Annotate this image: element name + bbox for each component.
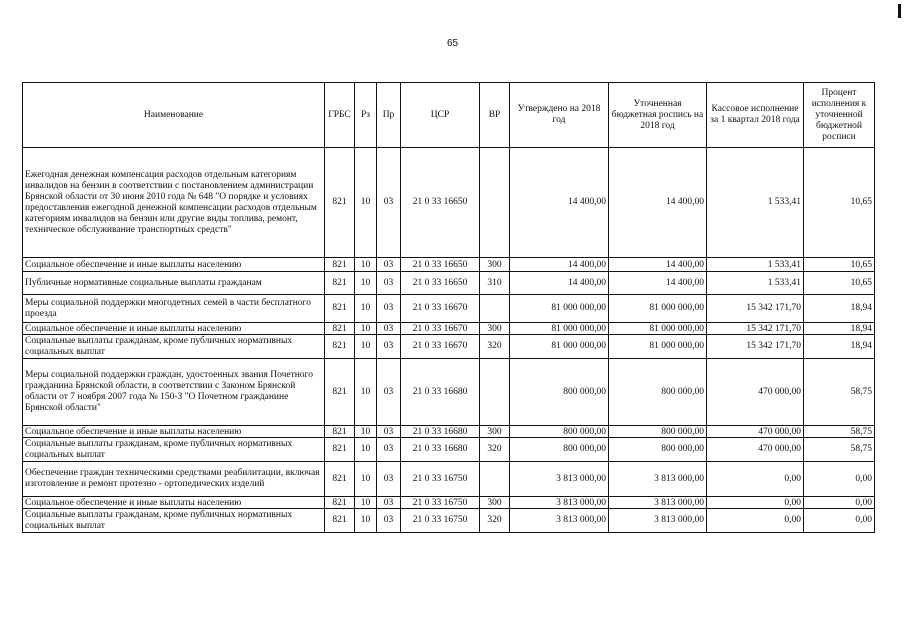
cell-revised: 3 813 000,00 — [609, 509, 707, 533]
cell-vr — [480, 462, 510, 497]
cell-vr — [480, 359, 510, 426]
table-row — [23, 462, 875, 497]
cell-csr: 21 0 33 16680 — [401, 359, 480, 426]
table-row — [23, 272, 875, 295]
cell-vr: 300 — [480, 323, 510, 335]
cell-grbs: 821 — [325, 323, 355, 335]
cell-grbs: 821 — [325, 258, 355, 272]
table-header-row — [23, 83, 875, 148]
cell-rz: 10 — [355, 438, 377, 462]
cell-rz: 10 — [355, 359, 377, 426]
cell-approved: 800 000,00 — [510, 438, 609, 462]
cell-approved: 14 400,00 — [510, 272, 609, 295]
cell-csr: 21 0 33 16750 — [401, 462, 480, 497]
header-cash: Кассовое исполнение за 1 квартал 2018 года — [707, 83, 804, 148]
cell-percent: 10,65 — [804, 258, 875, 272]
cell-approved: 3 813 000,00 — [510, 509, 609, 533]
cell-rz: 10 — [355, 148, 377, 258]
cell-pr: 03 — [377, 272, 401, 295]
cell-rz: 10 — [355, 426, 377, 438]
cell-grbs: 821 — [325, 462, 355, 497]
header-name: Наименование — [23, 83, 325, 148]
cell-grbs: 821 — [325, 295, 355, 323]
cell-cash: 1 533,41 — [707, 148, 804, 258]
cell-approved: 3 813 000,00 — [510, 462, 609, 497]
cell-grbs: 821 — [325, 426, 355, 438]
table-row — [23, 323, 875, 335]
table-body — [23, 148, 875, 533]
cell-name: Меры социальной поддержки граждан, удостоенных звания Почетного гражданина Брянской области, в соответствии с Законом Брянской области от 7 ноября 2007 года № 150-З "О Почетном гражданине Брянской области" — [23, 359, 325, 426]
cell-percent: 0,00 — [804, 497, 875, 509]
cell-vr: 320 — [480, 438, 510, 462]
cell-csr: 21 0 33 16670 — [401, 295, 480, 323]
cell-name: Социальные выплаты гражданам, кроме публичных нормативных социальных выплат — [23, 438, 325, 462]
cell-grbs: 821 — [325, 509, 355, 533]
cell-revised: 800 000,00 — [609, 438, 707, 462]
cell-revised: 14 400,00 — [609, 258, 707, 272]
cell-name: Социальные выплаты гражданам, кроме публичных нормативных социальных выплат — [23, 335, 325, 359]
cell-csr: 21 0 33 16750 — [401, 497, 480, 509]
cell-percent: 58,75 — [804, 438, 875, 462]
cell-cash: 15 342 171,70 — [707, 335, 804, 359]
cell-cash: 0,00 — [707, 462, 804, 497]
cell-approved: 800 000,00 — [510, 426, 609, 438]
cell-revised: 3 813 000,00 — [609, 462, 707, 497]
cell-approved: 14 400,00 — [510, 258, 609, 272]
cell-grbs: 821 — [325, 359, 355, 426]
cell-pr: 03 — [377, 359, 401, 426]
cell-cash: 0,00 — [707, 509, 804, 533]
cell-percent: 58,75 — [804, 359, 875, 426]
header-vr: ВР — [480, 83, 510, 148]
cell-pr: 03 — [377, 462, 401, 497]
cell-rz: 10 — [355, 295, 377, 323]
table-row — [23, 148, 875, 258]
cell-csr: 21 0 33 16650 — [401, 148, 480, 258]
cell-vr: 300 — [480, 258, 510, 272]
cell-pr: 03 — [377, 335, 401, 359]
table-row — [23, 335, 875, 359]
cell-cash: 0,00 — [707, 497, 804, 509]
cell-vr — [480, 295, 510, 323]
cell-cash: 470 000,00 — [707, 426, 804, 438]
cell-grbs: 821 — [325, 272, 355, 295]
cell-rz: 10 — [355, 258, 377, 272]
cell-csr: 21 0 33 16680 — [401, 426, 480, 438]
cell-pr: 03 — [377, 426, 401, 438]
header-csr: ЦСР — [401, 83, 480, 148]
cell-revised: 81 000 000,00 — [609, 295, 707, 323]
cell-csr: 21 0 33 16650 — [401, 258, 480, 272]
cell-pr: 03 — [377, 438, 401, 462]
cell-csr: 21 0 33 16650 — [401, 272, 480, 295]
cell-name: Меры социальной поддержки многодетных семей в части бесплатного проезда — [23, 295, 325, 323]
cell-cash: 1 533,41 — [707, 258, 804, 272]
cell-approved: 800 000,00 — [510, 359, 609, 426]
cell-cash: 470 000,00 — [707, 359, 804, 426]
cell-grbs: 821 — [325, 335, 355, 359]
cell-vr: 310 — [480, 272, 510, 295]
budget-table — [22, 82, 875, 533]
cell-rz: 10 — [355, 323, 377, 335]
cell-name: Обеспечение граждан техническими средствами реабилитации, включая изготовление и ремонт протезно - ортопедических изделий — [23, 462, 325, 497]
cell-percent: 58,75 — [804, 426, 875, 438]
cell-grbs: 821 — [325, 148, 355, 258]
cell-approved: 81 000 000,00 — [510, 323, 609, 335]
cell-approved: 81 000 000,00 — [510, 295, 609, 323]
header-revised: Уточненная бюджетная роспись на 2018 год — [609, 83, 707, 148]
header-pr: Пр — [377, 83, 401, 148]
cell-vr: 320 — [480, 509, 510, 533]
table-row — [23, 258, 875, 272]
cell-revised: 14 400,00 — [609, 272, 707, 295]
cell-rz: 10 — [355, 497, 377, 509]
header-percent: Процент исполнения к уточненной бюджетной росписи — [804, 83, 875, 148]
cell-csr: 21 0 33 16680 — [401, 438, 480, 462]
cell-cash: 470 000,00 — [707, 438, 804, 462]
cell-percent: 0,00 — [804, 462, 875, 497]
header-grbs: ГРБС — [325, 83, 355, 148]
cell-revised: 800 000,00 — [609, 359, 707, 426]
cell-name: Ежегодная денежная компенсация расходов отдельным категориям инвалидов на бензин в соответствии с постановлением администрации Брянской области от 30 июня 2010 года № 648 "О порядке и условиях предоставления ежегодной денежной компенсации расходов отдельным категориям инвалидов на бензин или другие виды топлива, ремонт, техническое обслуживание транспортных средств" — [23, 148, 325, 258]
table-row — [23, 509, 875, 533]
cell-rz: 10 — [355, 335, 377, 359]
cell-percent: 10,65 — [804, 272, 875, 295]
cell-vr: 300 — [480, 426, 510, 438]
cell-grbs: 821 — [325, 497, 355, 509]
cell-name: Социальное обеспечение и иные выплаты населению — [23, 426, 325, 438]
cell-pr: 03 — [377, 258, 401, 272]
table-row — [23, 497, 875, 509]
cell-revised: 81 000 000,00 — [609, 335, 707, 359]
cell-csr: 21 0 33 16670 — [401, 323, 480, 335]
page-number: 65 — [446, 38, 459, 49]
cell-name: Социальные выплаты гражданам, кроме публичных нормативных социальных выплат — [23, 509, 325, 533]
cell-vr — [480, 148, 510, 258]
cell-cash: 15 342 171,70 — [707, 295, 804, 323]
cell-name: Публичные нормативные социальные выплаты гражданам — [23, 272, 325, 295]
cell-vr: 320 — [480, 335, 510, 359]
cell-name: Социальное обеспечение и иные выплаты населению — [23, 497, 325, 509]
table-row — [23, 438, 875, 462]
table-row — [23, 295, 875, 323]
cell-revised: 800 000,00 — [609, 426, 707, 438]
cell-percent: 18,94 — [804, 295, 875, 323]
cell-pr: 03 — [377, 509, 401, 533]
cell-approved: 3 813 000,00 — [510, 497, 609, 509]
cell-percent: 18,94 — [804, 335, 875, 359]
table-row — [23, 426, 875, 438]
cell-percent: 10,65 — [804, 148, 875, 258]
cell-percent: 18,94 — [804, 323, 875, 335]
cell-approved: 81 000 000,00 — [510, 335, 609, 359]
cell-vr: 300 — [480, 497, 510, 509]
cell-pr: 03 — [377, 497, 401, 509]
cell-revised: 81 000 000,00 — [609, 323, 707, 335]
cell-name: Социальное обеспечение и иные выплаты населению — [23, 323, 325, 335]
edge-mark — [898, 4, 901, 18]
cell-percent: 0,00 — [804, 509, 875, 533]
cell-cash: 1 533,41 — [707, 272, 804, 295]
cell-pr: 03 — [377, 295, 401, 323]
cell-name: Социальное обеспечение и иные выплаты населению — [23, 258, 325, 272]
table-row — [23, 359, 875, 426]
cell-pr: 03 — [377, 323, 401, 335]
cell-grbs: 821 — [325, 438, 355, 462]
cell-csr: 21 0 33 16750 — [401, 509, 480, 533]
cell-approved: 14 400,00 — [510, 148, 609, 258]
cell-rz: 10 — [355, 272, 377, 295]
cell-cash: 15 342 171,70 — [707, 323, 804, 335]
cell-revised: 14 400,00 — [609, 148, 707, 258]
cell-pr: 03 — [377, 148, 401, 258]
header-rz: Рз — [355, 83, 377, 148]
header-approved: Утверждено на 2018 год — [510, 83, 609, 148]
cell-rz: 10 — [355, 462, 377, 497]
cell-csr: 21 0 33 16670 — [401, 335, 480, 359]
cell-rz: 10 — [355, 509, 377, 533]
cell-revised: 3 813 000,00 — [609, 497, 707, 509]
